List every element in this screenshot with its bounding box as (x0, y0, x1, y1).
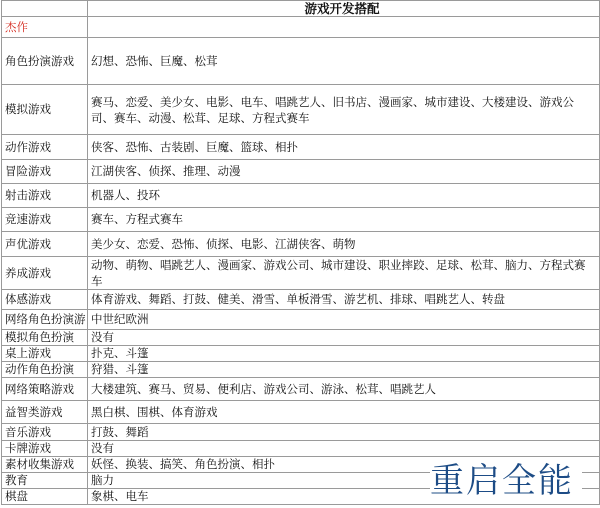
combo-cell: 动物、萌物、唱跳艺人、漫画家、游戏公司、城市建设、职业摔跤、足球、松茸、脑力、方程式赛车 (88, 257, 600, 290)
combo-cell: 黑白棋、围棋、体育游戏 (88, 401, 600, 424)
combo-cell: 脑力 (88, 473, 600, 489)
combo-cell: 江湖侠客、侦探、推理、动漫 (88, 160, 600, 184)
genre-cell: 益智类游戏 (2, 401, 88, 424)
genre-cell: 网络角色扮演游 (2, 310, 88, 330)
genre-cell: 体感游戏 (2, 290, 88, 310)
game-combo-table (1, 0, 600, 505)
genre-cell: 竞速游戏 (2, 208, 88, 232)
combo-cell: 大楼建筑、赛马、贸易、便利店、游戏公司、游泳、松茸、唱跳艺人 (88, 378, 600, 401)
genre-cell: 桌上游戏 (2, 346, 88, 362)
genre-cell: 网络策略游戏 (2, 378, 88, 401)
combo-cell: 象棋、电车 (88, 489, 600, 505)
combo-cell: 赛车、方程式赛车 (88, 208, 600, 232)
combo-cell: 美少女、恋爱、恐怖、侦探、电影、江湖侠客、萌物 (88, 232, 600, 257)
watermark-logo (430, 458, 582, 504)
genre-cell: 卡牌游戏 (2, 441, 88, 457)
genre-cell: 声优游戏 (2, 232, 88, 257)
genre-cell: 音乐游戏 (2, 424, 88, 441)
combo-cell: 狩猎、斗篷 (88, 362, 600, 378)
table-title: 游戏开发搭配 (88, 1, 600, 17)
genre-cell: 动作角色扮演 (2, 362, 88, 378)
genre-cell: 养成游戏 (2, 257, 88, 290)
watermark-text: 重启全能 (430, 461, 574, 501)
combo-cell: 扑克、斗篷 (88, 346, 600, 362)
combo-cell: 幻想、恐怖、巨魔、松茸 (88, 38, 600, 85)
section-blank-cell (88, 17, 600, 38)
genre-cell: 动作游戏 (2, 135, 88, 160)
genre-cell: 素材收集游戏 (2, 457, 88, 473)
genre-cell: 冒险游戏 (2, 160, 88, 184)
title-blank-cell (2, 1, 88, 17)
combo-cell: 机器人、投环 (88, 184, 600, 208)
combo-cell: 体育游戏、舞蹈、打鼓、健美、滑雪、单板滑雪、游艺机、排球、唱跳艺人、转盘 (88, 290, 600, 310)
section-label: 杰作 (2, 17, 88, 38)
combo-cell: 没有 (88, 441, 600, 457)
combo-cell: 打鼓、舞蹈 (88, 424, 600, 441)
combo-cell: 侠客、恐怖、古装剧、巨魔、篮球、相扑 (88, 135, 600, 160)
combo-cell: 中世纪欧洲 (88, 310, 600, 330)
combo-cell: 没有 (88, 330, 600, 346)
genre-cell: 模拟游戏 (2, 85, 88, 135)
genre-cell: 角色扮演游戏 (2, 38, 88, 85)
genre-cell: 棋盘 (2, 489, 88, 505)
combo-cell: 赛马、恋爱、美少女、电影、电车、唱跳艺人、旧书店、漫画家、城市建设、大楼建设、游戏公司、赛车、动漫、松茸、足球、方程式赛车 (88, 85, 600, 135)
genre-cell: 教育 (2, 473, 88, 489)
genre-cell: 射击游戏 (2, 184, 88, 208)
genre-cell: 模拟角色扮演 (2, 330, 88, 346)
combo-cell: 妖怪、换装、搞笑、角色扮演、相扑 (88, 457, 600, 473)
